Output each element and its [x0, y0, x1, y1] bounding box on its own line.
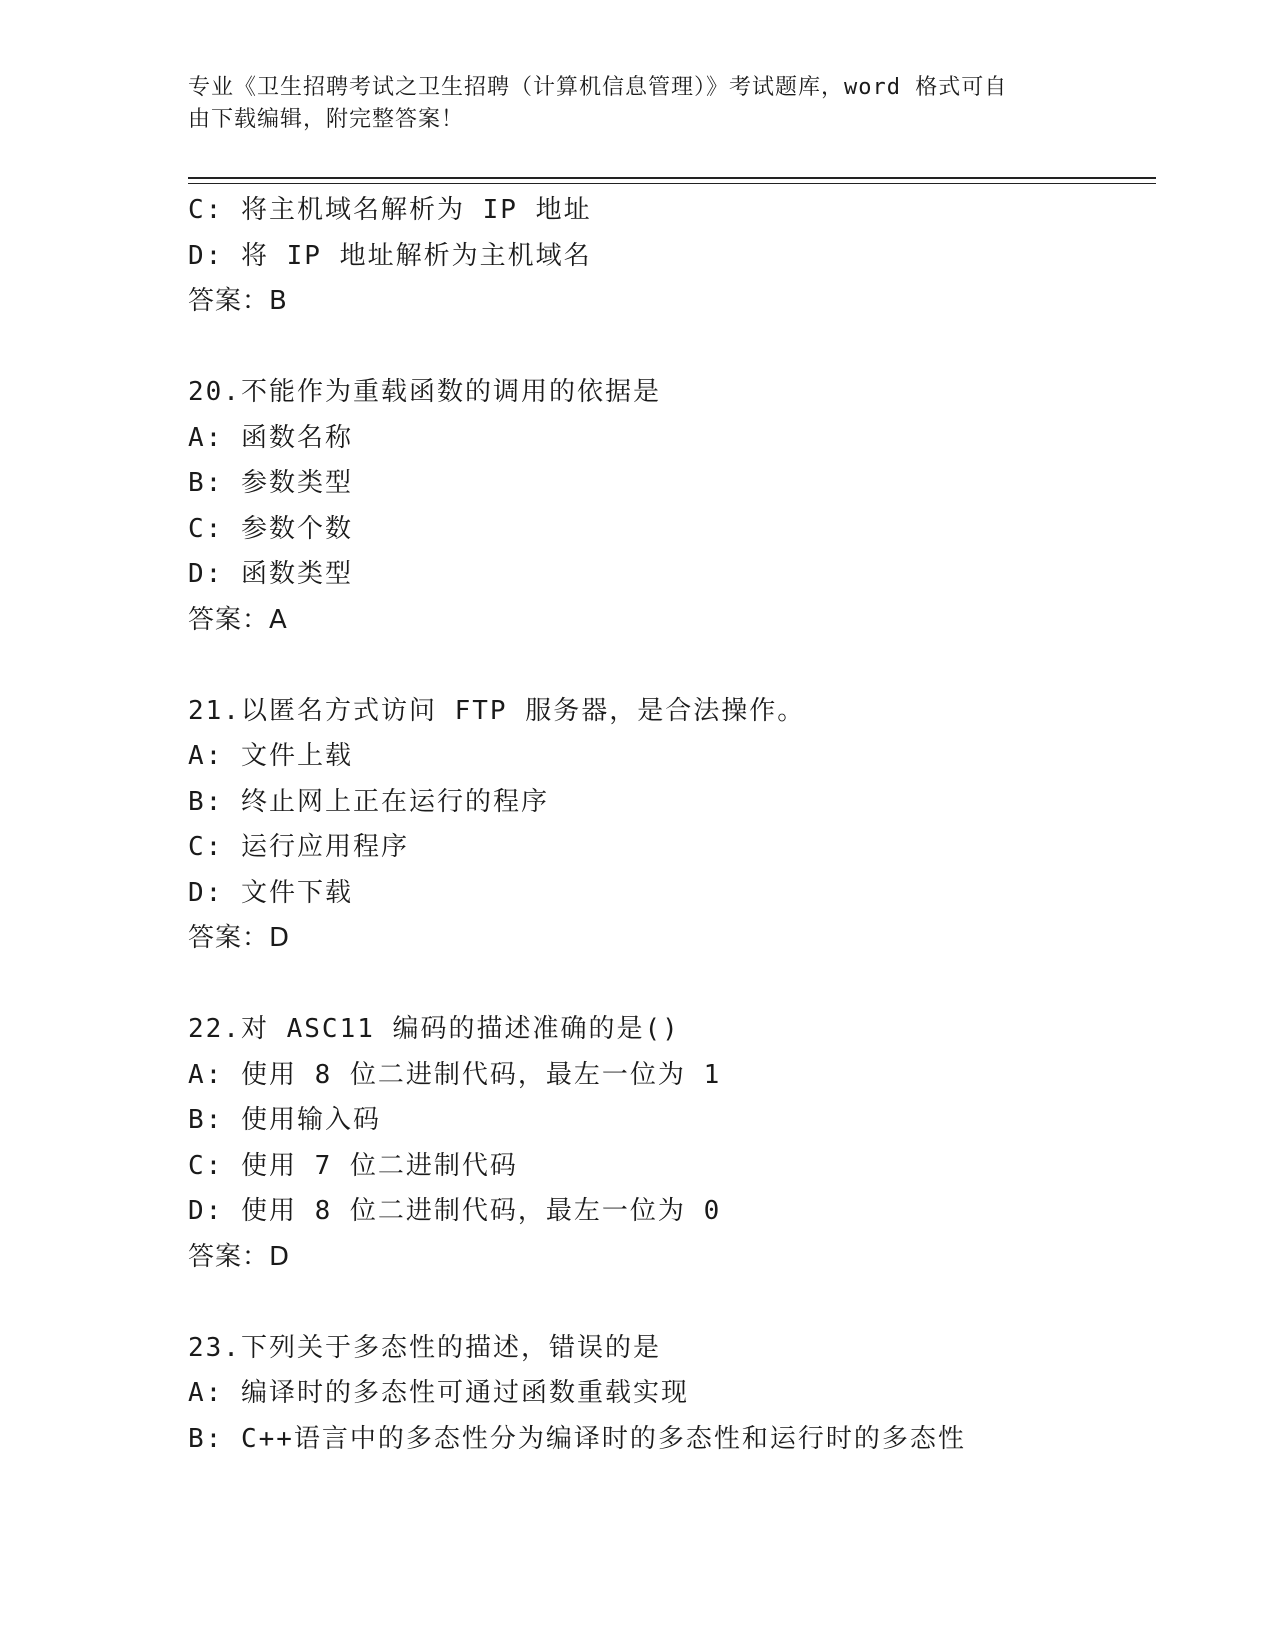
- header-line-1: 专业《卫生招聘考试之卫生招聘（计算机信息管理）》考试题库，word 格式可自: [188, 75, 1008, 100]
- question-fragment: [188, 188, 1156, 325]
- answer-line: 答案：D: [188, 923, 291, 953]
- option-c: C: 参数个数: [188, 513, 353, 544]
- question-stem: 22.对 ASC11 编码的描述准确的是(): [188, 1014, 680, 1044]
- header-line-2: 由下载编辑，附完整答案！: [188, 107, 465, 132]
- header-rule-thin: [188, 183, 1156, 184]
- answer-line: 答案：A: [188, 604, 288, 635]
- spacer: [188, 1280, 1156, 1326]
- option-d: D: 文件下载: [188, 877, 353, 908]
- option-b: B: C++语言中的多态性分为编译时的多态性和运行时的多态性: [188, 1423, 966, 1454]
- question-stem: 21.以匿名方式访问 FTP 服务器，是合法操作。: [188, 695, 806, 726]
- option-d: D: 将 IP 地址解析为主机域名: [188, 240, 592, 271]
- spacer: [188, 325, 1156, 371]
- header-rule-thick: [188, 177, 1156, 179]
- spacer: [188, 962, 1156, 1008]
- option-b: B: 参数类型: [188, 468, 353, 498]
- option-c: C: 运行应用程序: [188, 832, 409, 862]
- question-23: [188, 1326, 1156, 1463]
- question-stem: 20.不能作为重载函数的调用的依据是: [188, 377, 661, 407]
- option-a: A: 文件上载: [188, 741, 353, 771]
- option-b: B: 使用输入码: [188, 1105, 381, 1135]
- option-b: B: 终止网上正在运行的程序: [188, 786, 549, 817]
- option-d: D: 使用 8 位二进制代码，最左一位为 0: [188, 1196, 722, 1226]
- option-d: D: 函数类型: [188, 559, 353, 589]
- question-stem: 23.下列关于多态性的描述，错误的是: [188, 1332, 661, 1363]
- question-20: [188, 370, 1156, 643]
- question-21: [188, 689, 1156, 962]
- question-content: [188, 188, 1156, 1462]
- question-22: [188, 1007, 1156, 1280]
- option-a: A: 编译时的多态性可通过函数重载实现: [188, 1378, 689, 1408]
- option-a: A: 使用 8 位二进制代码，最左一位为 1: [188, 1059, 722, 1090]
- option-c: C: 将主机域名解析为 IP 地址: [188, 195, 592, 225]
- spacer: [188, 643, 1156, 689]
- option-c: C: 使用 7 位二进制代码: [188, 1150, 518, 1181]
- answer-line: 答案：D: [188, 1241, 291, 1272]
- answer-line: 答案：B: [188, 286, 288, 316]
- option-a: A: 函数名称: [188, 422, 353, 453]
- document-header: [188, 72, 1068, 136]
